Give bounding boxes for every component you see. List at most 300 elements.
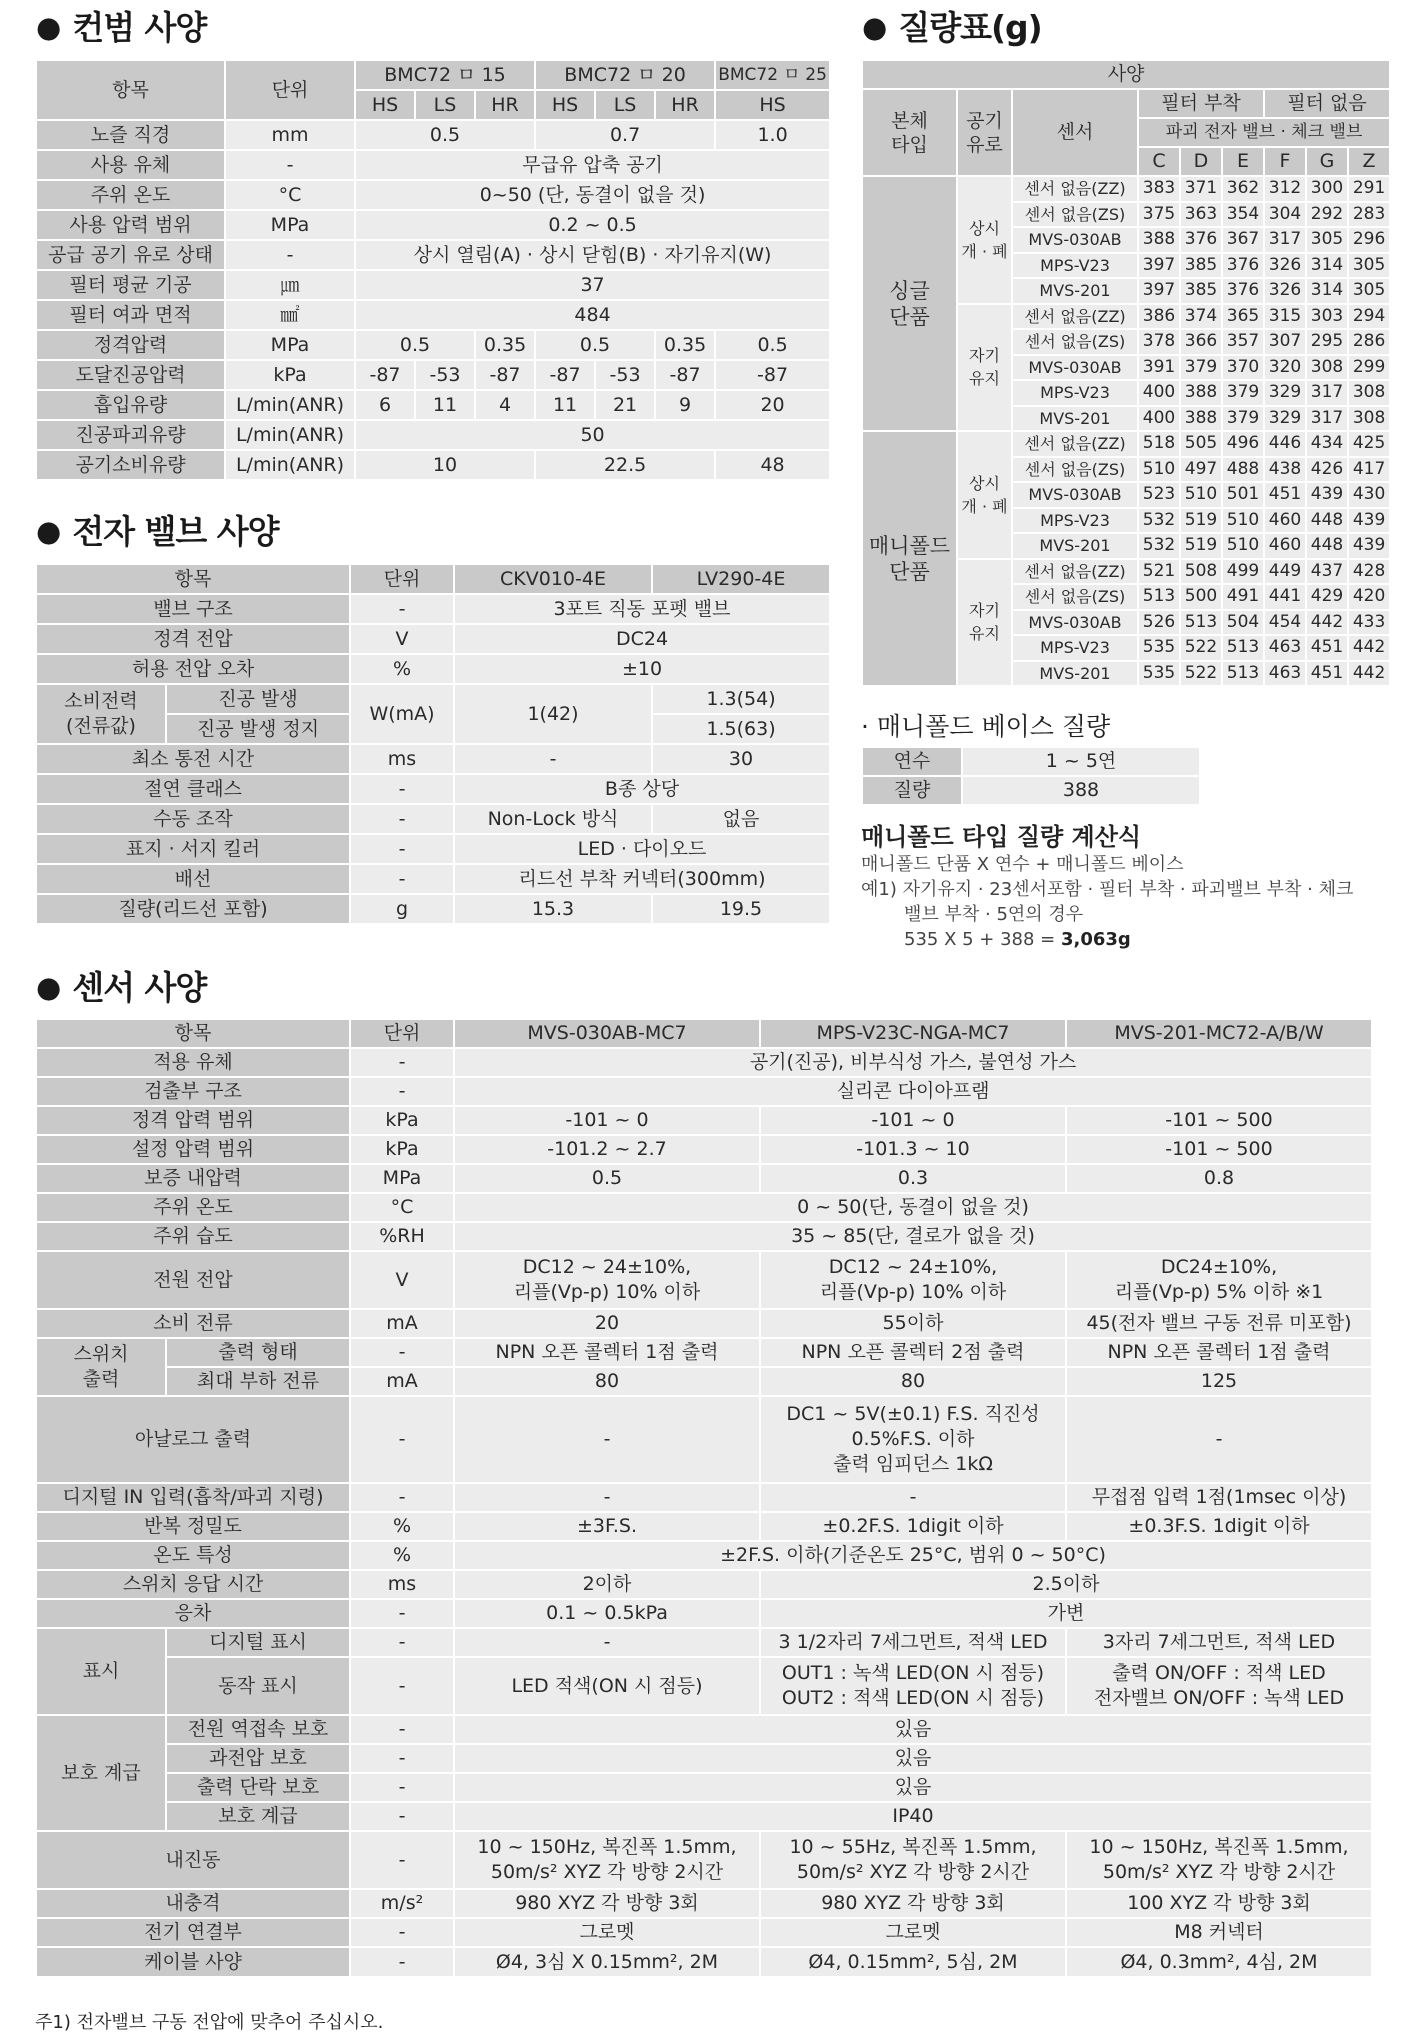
sensor-cell: 내충격 [36,1889,350,1918]
manifold-base-title: · 매니폴드 베이스 질량 [861,712,1111,741]
weight-row [862,431,1390,457]
sensor-cell: DC1 ~ 5V(±0.1) F.S. 직진성 0.5%F.S. 이하 출력 임피던스 1kΩ [760,1396,1066,1483]
sensor-cell: - [350,1773,454,1802]
weight-value: 365 [1222,304,1264,330]
weight-value: 388 [1180,380,1222,406]
sensor-cell: 출력 단락 보호 [166,1773,350,1802]
sensor-cell: 내진동 [36,1831,350,1889]
sensor-cell: 온도 특성 [36,1541,350,1570]
weight-value: 513 [1222,661,1264,687]
sensor-cell: - [350,1831,454,1889]
weight-value: 510 [1180,482,1222,508]
sensor-cell: NPN 오픈 콜렉터 2점 출력 [760,1338,1066,1367]
weight-sensor-name: MVS-030AB [1012,355,1138,381]
weight-value: 400 [1138,406,1180,432]
sensor-row [36,1744,1372,1773]
sensor-cell: IP40 [454,1802,1372,1831]
sensor-cell: NPN 오픈 콜렉터 1점 출력 [1066,1338,1372,1367]
sensor-spec-table [35,1018,1373,1978]
sensor-cell: m/s² [350,1889,454,1918]
weight-value: 317 [1306,406,1348,432]
weight-value: 314 [1306,253,1348,279]
weight-value: 374 [1180,304,1222,330]
sensor-cell: NPN 오픈 콜렉터 1점 출력 [454,1338,760,1367]
weight-value: 442 [1306,610,1348,636]
sensor-row [36,1889,1372,1918]
weight-value: 391 [1138,355,1180,381]
weight-value: 505 [1180,431,1222,457]
sensor-row [36,1802,1372,1831]
weight-sensor-name: MPS-V23 [1012,508,1138,534]
sensor-cell: 3 1/2자리 7세그먼트, 적색 LED [760,1628,1066,1657]
sensor-row [36,1396,1372,1483]
weight-value: 357 [1222,329,1264,355]
weight-value: 508 [1180,559,1222,585]
sensor-cell: 80 [454,1367,760,1396]
sensor-cell: 보증 내압력 [36,1164,350,1193]
sensor-cell: 무접점 입력 1점(1msec 이상) [1066,1483,1372,1512]
sensor-cell: 0 ~ 50(단, 동결이 없을 것) [454,1193,1372,1222]
weight-value: 448 [1306,533,1348,559]
weight-value: 371 [1180,176,1222,202]
sensor-cell: mA [350,1309,454,1338]
weight-value: 376 [1180,227,1222,253]
weight-value: 386 [1138,304,1180,330]
sensor-cell: - [350,1918,454,1947]
weight-value: 497 [1180,457,1222,483]
weight-sensor-name: 센서 없음(ZZ) [1012,176,1138,202]
weight-sensor-name: 센서 없음(ZZ) [1012,559,1138,585]
sensor-cell: 스위치 응답 시간 [36,1570,350,1599]
sensor-cell: V [350,1251,454,1309]
sensor-cell: - [454,1628,760,1657]
sensor-row [36,1048,1372,1077]
sensor-cell: 125 [1066,1367,1372,1396]
weight-value: 429 [1306,584,1348,610]
sensor-cell: 980 XYZ 각 방향 3회 [454,1889,760,1918]
sensor-cell: 주위 습도 [36,1222,350,1251]
sensor-cell: - [760,1483,1066,1512]
weight-value: 326 [1264,253,1306,279]
sensor-cell: 응차 [36,1599,350,1628]
sensor-cell: - [350,1599,454,1628]
weight-value: 451 [1264,482,1306,508]
sensor-cell: - [350,1483,454,1512]
sensor-cell: 아날로그 출력 [36,1396,350,1483]
weight-value: 320 [1264,355,1306,381]
sensor-cell: kPa [350,1106,454,1135]
weight-sensor-name: MPS-V23 [1012,253,1138,279]
sensor-cell: 동작 표시 [166,1657,350,1715]
combum-section-title: ● 컨범 사양 [36,8,206,49]
sensor-cell: OUT1 : 녹색 LED(ON 시 점등) OUT2 : 적색 LED(ON 시 점등) [760,1657,1066,1715]
sensor-cell: 적용 유체 [36,1048,350,1077]
sensor-cell: -101 ~ 0 [760,1106,1066,1135]
sensor-cell: MVS-030AB-MC7 [454,1019,760,1048]
weight-value: 300 [1306,176,1348,202]
sensor-cell: 10 ~ 150Hz, 복진폭 1.5mm, 50m/s² XYZ 각 방향 2시간 [454,1831,760,1889]
weight-value: 513 [1138,584,1180,610]
sensor-row [36,1193,1372,1222]
weight-value: 354 [1222,202,1264,228]
sensor-cell: Ø4, 0.3mm², 4심, 2M [1066,1947,1372,1977]
weight-value: 433 [1348,610,1390,636]
weight-value: 326 [1264,278,1306,304]
sensor-cell: 전원 전압 [36,1251,350,1309]
weight-value: 299 [1348,355,1390,381]
sensor-row [36,1715,1372,1744]
weight-value: 500 [1180,584,1222,610]
weight-value: 510 [1138,457,1180,483]
sensor-cell: - [1066,1396,1372,1483]
sensor-cell: 디지털 표시 [166,1628,350,1657]
sensor-cell: 케이블 사양 [36,1947,350,1977]
weight-air-flow: 자기 유지 [957,304,1012,432]
weight-value: 397 [1138,253,1180,279]
weight-value: 526 [1138,610,1180,636]
sensor-cell: - [454,1483,760,1512]
weight-value: 513 [1222,635,1264,661]
sensor-row [36,1947,1372,1977]
sensor-cell: 35 ~ 85(단, 결로가 없을 것) [454,1222,1372,1251]
sensor-cell: - [350,1657,454,1715]
weight-value: 460 [1264,533,1306,559]
sensor-cell: 45(전자 밸브 구동 전류 미포함) [1066,1309,1372,1338]
weight-value: 388 [1138,227,1180,253]
sensor-cell: 0.5 [454,1164,760,1193]
weight-value: 312 [1264,176,1306,202]
sensor-row [36,1019,1372,1048]
weight-value: 532 [1138,508,1180,534]
weight-body-type: 싱글 단품 [862,176,957,431]
sensor-cell: ±0.2F.S. 1digit 이하 [760,1512,1066,1541]
weight-sensor-name: MPS-V23 [1012,635,1138,661]
weight-sensor-name: 센서 없음(ZZ) [1012,431,1138,457]
weight-value: 388 [1180,406,1222,432]
weight-value: 292 [1306,202,1348,228]
sensor-cell: - [350,1744,454,1773]
weight-value: 437 [1306,559,1348,585]
combum-spec-table: 항목 단위 BMC72 ㅁ 15 BMC72 ㅁ 20 BMC72 ㅁ 25 HS LS HR HS LS HR HS 노즐 직경 mm 0.5 0.7 1.0 사용 유체 - 무급유 압축 공기 주위 온도 °C 0~50 (단, 동결이 없을 것) 사용 압력 범위 MPa 0.2 ~ 0.5 공급 공기 유로 상태 - 상시 열림(A) · 상시 닫힘(B) · 자기유지(W) 필터 평균 기공 ㎛ 37 필터 여과 면적 ㎟ 484 정격압력 MPa 0.5 0.35 0.5 0.35 0.5 도달진공압력 kPa -87 -53 -87 -87 -53 -87 -87 흡입유량 L/min(ANR) 6 11 4 11 21 9 20 진공파괴유량 L/min(ANR) 50 공기소비유량 L/min(ANR) 10 22.5 48 [35,59,831,481]
weight-air-flow: 자기 유지 [957,559,1012,687]
sensor-cell: -101.2 ~ 2.7 [454,1135,760,1164]
weight-value: 305 [1306,227,1348,253]
sensor-row [36,1106,1372,1135]
sensor-cell: 전원 역접속 보호 [166,1715,350,1744]
weight-value: 376 [1222,278,1264,304]
sensor-row [36,1918,1372,1947]
weight-value: 303 [1306,304,1348,330]
sensor-cell: 2.5이하 [760,1570,1372,1599]
weight-value: 523 [1138,482,1180,508]
sensor-cell: ms [350,1570,454,1599]
weight-value: 307 [1264,329,1306,355]
weight-sensor-name: 센서 없음(ZZ) [1012,304,1138,330]
weight-value: 308 [1348,406,1390,432]
weight-value: 463 [1264,635,1306,661]
sensor-row [36,1367,1372,1396]
weight-value: 522 [1180,661,1222,687]
manifold-calc-title: 매니폴드 타입 질량 계산식 [861,823,1142,851]
sensor-cell: 스위치 출력 [36,1338,166,1396]
sensor-cell: 가변 [760,1599,1372,1628]
sensor-cell: - [454,1396,760,1483]
weight-air-flow: 상시 개 · 폐 [957,431,1012,559]
sensor-cell: MPa [350,1164,454,1193]
sensor-cell: M8 커넥터 [1066,1918,1372,1947]
weight-value: 317 [1264,227,1306,253]
sensor-row [36,1483,1372,1512]
weight-value: 430 [1348,482,1390,508]
sensor-cell: 10 ~ 55Hz, 복진폭 1.5mm, 50m/s² XYZ 각 방향 2시간 [760,1831,1066,1889]
weight-value: 446 [1264,431,1306,457]
weight-value: 488 [1222,457,1264,483]
weight-value: 367 [1222,227,1264,253]
sensor-cell: 보호 계급 [166,1802,350,1831]
sensor-row [36,1657,1372,1715]
sensor-cell: 100 XYZ 각 방향 3회 [1066,1889,1372,1918]
sensor-row [36,1309,1372,1338]
weight-value: 295 [1306,329,1348,355]
sensor-cell: 주위 온도 [36,1193,350,1222]
sensor-cell: ±0.3F.S. 1digit 이하 [1066,1512,1372,1541]
sensor-row [36,1599,1372,1628]
sensor-cell: 3자리 7세그먼트, 적색 LED [1066,1628,1372,1657]
sensor-cell: - [350,1048,454,1077]
sensor-cell: 정격 압력 범위 [36,1106,350,1135]
sensor-cell: 0.8 [1066,1164,1372,1193]
weight-section-title: ● 질량표(g) [862,8,1042,49]
sensor-row [36,1077,1372,1106]
weight-value: 376 [1222,253,1264,279]
weight-value: 314 [1306,278,1348,304]
weight-value: 379 [1180,355,1222,381]
sensor-row [36,1831,1372,1889]
sensor-cell: 그로멧 [760,1918,1066,1947]
sensor-cell: DC12 ~ 24±10%, 리플(Vp-p) 10% 이하 [760,1251,1066,1309]
sensor-cell: 80 [760,1367,1066,1396]
sensor-cell: -101 ~ 500 [1066,1106,1372,1135]
sensor-cell: 소비 전류 [36,1309,350,1338]
sensor-cell: Ø4, 0.15mm², 5심, 2M [760,1947,1066,1977]
weight-sensor-name: 센서 없음(ZS) [1012,457,1138,483]
sensor-footnote: 주1) 전자밸브 구동 전압에 맞추어 주십시오. [35,2012,384,2033]
sensor-row [36,1628,1372,1657]
sensor-cell: MPS-V23C-NGA-MC7 [760,1019,1066,1048]
weight-value: 449 [1264,559,1306,585]
sensor-cell: % [350,1512,454,1541]
sensor-cell: ±3F.S. [454,1512,760,1541]
weight-value: 363 [1180,202,1222,228]
weight-value: 491 [1222,584,1264,610]
sensor-row [36,1570,1372,1599]
sensor-cell: 0.3 [760,1164,1066,1193]
weight-value: 428 [1348,559,1390,585]
weight-value: 448 [1306,508,1348,534]
sensor-cell: - [350,1802,454,1831]
manifold-base-table: 연수 1 ~ 5연 질량 388 [861,746,1201,806]
weight-value: 370 [1222,355,1264,381]
sensor-cell: 전기 연결부 [36,1918,350,1947]
weight-value: 378 [1138,329,1180,355]
sensor-row [36,1222,1372,1251]
sensor-cell: kPa [350,1135,454,1164]
weight-value: 417 [1348,457,1390,483]
weight-value: 439 [1306,482,1348,508]
weight-value: 441 [1264,584,1306,610]
weight-sensor-name: MVS-030AB [1012,482,1138,508]
sensor-cell: 설정 압력 범위 [36,1135,350,1164]
weight-value: 439 [1348,508,1390,534]
sensor-cell: ±2F.S. 이하(기준온도 25°C, 범위 0 ~ 50°C) [454,1541,1372,1570]
sensor-cell: - [350,1396,454,1483]
sensor-cell: 과전압 보호 [166,1744,350,1773]
weight-value: 283 [1348,202,1390,228]
sensor-cell: °C [350,1193,454,1222]
weight-value: 513 [1180,610,1222,636]
sensor-cell: %RH [350,1222,454,1251]
weight-value: 499 [1222,559,1264,585]
weight-value: 329 [1264,406,1306,432]
weight-value: 366 [1180,329,1222,355]
sensor-cell: - [350,1338,454,1367]
weight-value: 329 [1264,380,1306,406]
valve-spec-table: 항목 단위 CKV010-4E LV290-4E 밸브 구조 - 3포트 직동 포펫 밸브 정격 전압 V DC24 허용 전압 오차 % ±10 소비전력 (전류값) 진공 발생 W(mA) 1(42) 1.3(54) 진공 발생 정지 1.5(63) 최소 통전 시간 ms - 30 절연 클래스 - B종 상당 수동 조작 - Non-Lock 방식 없음 표지 · 서지 킬러 - LED · 다이오드 배선 - 리드선 부착 커넥터(300mm) 질량(리드선 포함) g 15.3 19.5 [35,563,831,925]
sensor-cell: % [350,1541,454,1570]
weight-sensor-name: 센서 없음(ZS) [1012,329,1138,355]
weight-sensor-name: MVS-030AB [1012,227,1138,253]
sensor-cell: - [350,1077,454,1106]
weight-value: 454 [1264,610,1306,636]
weight-sensor-name: MVS-201 [1012,533,1138,559]
sensor-cell: 최대 부하 전류 [166,1367,350,1396]
weight-value: 501 [1222,482,1264,508]
weight-value: 442 [1348,661,1390,687]
sensor-cell: -101 ~ 0 [454,1106,760,1135]
weight-value: 383 [1138,176,1180,202]
weight-value: 286 [1348,329,1390,355]
weight-value: 439 [1348,533,1390,559]
sensor-cell: 20 [454,1309,760,1338]
weight-value: 385 [1180,278,1222,304]
sensor-row [36,1338,1372,1367]
sensor-cell: Ø4, 3심 X 0.15mm², 2M [454,1947,760,1977]
weight-sensor-name: MVS-201 [1012,661,1138,687]
weight-value: 397 [1138,278,1180,304]
sensor-cell: 55이하 [760,1309,1066,1338]
sensor-cell: 보호 계급 [36,1715,166,1831]
weight-value: 379 [1222,380,1264,406]
manifold-calc-formula: 매니폴드 단품 X 연수 + 매니폴드 베이스 예1) 자기유지 · 23센서포함 · 필터 부착 · 파괴밸브 부착 · 체크 밸브 부착 · 5연의 경우 535 X 5 + 388 = 3,063g [861,854,1354,950]
weight-value: 375 [1138,202,1180,228]
sensor-row [36,1512,1372,1541]
weight-body-type: 매니폴드 단품 [862,431,957,686]
weight-value: 305 [1348,253,1390,279]
sensor-cell: - [350,1715,454,1744]
sensor-cell: DC24±10%, 리플(Vp-p) 5% 이하 ※1 [1066,1251,1372,1309]
sensor-cell: 출력 ON/OFF : 적색 LED 전자밸브 ON/OFF : 녹색 LED [1066,1657,1372,1715]
weight-table: 사양 본체 타입 공기 유로 센서 필터 부착 필터 없음 파괴 전자 밸브 · 체크 밸브 C D E F G Z 싱글 단품 상시 개 · 폐 센서 없음(ZZ) 383 371 362 312 300 291 센서 없음(ZS) 375 363 354 304 292 283 MVS-030AB 388 376 367 317 305 296 MPS-V23 397 385 376 326 314 305 MVS-201 397 385 376 326 314 305 자기 유지 센서 없음(ZZ) 386 374 365 315 303 294 센서 없음(ZS) 378 366 357 307 295 286 MVS-030AB 391 379 370 320 308 299 MPS-V23 400 388 379 329 317 308 MVS-201 400 388 379 329 317 308 매니폴드 단품 상시 개 · 폐 센서 없음(ZZ) 518 505 496 446 434 425 센서 없음(ZS) 510 497 488 438 426 417 MVS-030AB 523 510 501 451 439 430 MPS-V23 532 519 510 460 448 439 MVS-201 532 519 510 460 448 439 자기 유지 센서 없음(ZZ) 521 508 499 449 437 428 센서 없음(ZS) 513 500 491 441 429 420 MVS-030AB 526 513 504 454 442 433 MPS-V23 535 522 513 463 451 442 MVS-201 535 522 513 463 451 442 [861,59,1391,687]
weight-value: 438 [1264,457,1306,483]
sensor-cell: 0.1 ~ 0.5kPa [454,1599,760,1628]
weight-value: 510 [1222,508,1264,534]
sensor-cell: 디지털 IN 입력(흡착/파괴 지령) [36,1483,350,1512]
weight-value: 308 [1348,380,1390,406]
sensor-row [36,1773,1372,1802]
weight-value: 510 [1222,533,1264,559]
weight-value: 522 [1180,635,1222,661]
sensor-cell: 표시 [36,1628,166,1715]
weight-sensor-name: 센서 없음(ZS) [1012,202,1138,228]
weight-value: 504 [1222,610,1264,636]
sensor-cell: -101.3 ~ 10 [760,1135,1066,1164]
sensor-cell: 실리콘 다이아프램 [454,1077,1372,1106]
sensor-cell: 단위 [350,1019,454,1048]
weight-value: 451 [1306,635,1348,661]
sensor-cell: 있음 [454,1715,1372,1744]
weight-sensor-name: MPS-V23 [1012,380,1138,406]
sensor-cell: 반복 정밀도 [36,1512,350,1541]
sensor-section-title: ● 센서 사양 [36,968,206,1009]
weight-value: 315 [1264,304,1306,330]
sensor-cell: 있음 [454,1773,1372,1802]
sensor-cell: - [350,1628,454,1657]
sensor-cell: 검출부 구조 [36,1077,350,1106]
sensor-cell: 980 XYZ 각 방향 3회 [760,1889,1066,1918]
sensor-cell: mA [350,1367,454,1396]
sensor-cell: 공기(진공), 비부식성 가스, 불연성 가스 [454,1048,1372,1077]
weight-value: 385 [1180,253,1222,279]
weight-value: 294 [1348,304,1390,330]
weight-value: 425 [1348,431,1390,457]
weight-value: 521 [1138,559,1180,585]
weight-value: 496 [1222,431,1264,457]
sensor-cell: MVS-201-MC72-A/B/W [1066,1019,1372,1048]
sensor-cell: LED 적색(ON 시 점등) [454,1657,760,1715]
weight-value: 362 [1222,176,1264,202]
weight-value: 519 [1180,508,1222,534]
sensor-row [36,1135,1372,1164]
sensor-cell: -101 ~ 500 [1066,1135,1372,1164]
weight-value: 460 [1264,508,1306,534]
weight-value: 463 [1264,661,1306,687]
weight-value: 518 [1138,431,1180,457]
sensor-cell: DC12 ~ 24±10%, 리플(Vp-p) 10% 이하 [454,1251,760,1309]
weight-value: 532 [1138,533,1180,559]
sensor-cell: - [350,1947,454,1977]
sensor-row [36,1164,1372,1193]
weight-value: 304 [1264,202,1306,228]
weight-value: 379 [1222,406,1264,432]
weight-value: 305 [1348,278,1390,304]
weight-row [862,176,1390,202]
weight-value: 400 [1138,380,1180,406]
weight-value: 442 [1348,635,1390,661]
weight-value: 535 [1138,635,1180,661]
weight-value: 420 [1348,584,1390,610]
weight-sensor-name: MVS-030AB [1012,610,1138,636]
weight-value: 434 [1306,431,1348,457]
weight-air-flow: 상시 개 · 폐 [957,176,1012,304]
sensor-cell: 출력 형태 [166,1338,350,1367]
sensor-cell: 항목 [36,1019,350,1048]
weight-sensor-name: MVS-201 [1012,278,1138,304]
sensor-cell: 있음 [454,1744,1372,1773]
sensor-cell: 그로멧 [454,1918,760,1947]
weight-value: 519 [1180,533,1222,559]
valve-section-title: ● 전자 밸브 사양 [36,512,279,553]
weight-sensor-name: MVS-201 [1012,406,1138,432]
